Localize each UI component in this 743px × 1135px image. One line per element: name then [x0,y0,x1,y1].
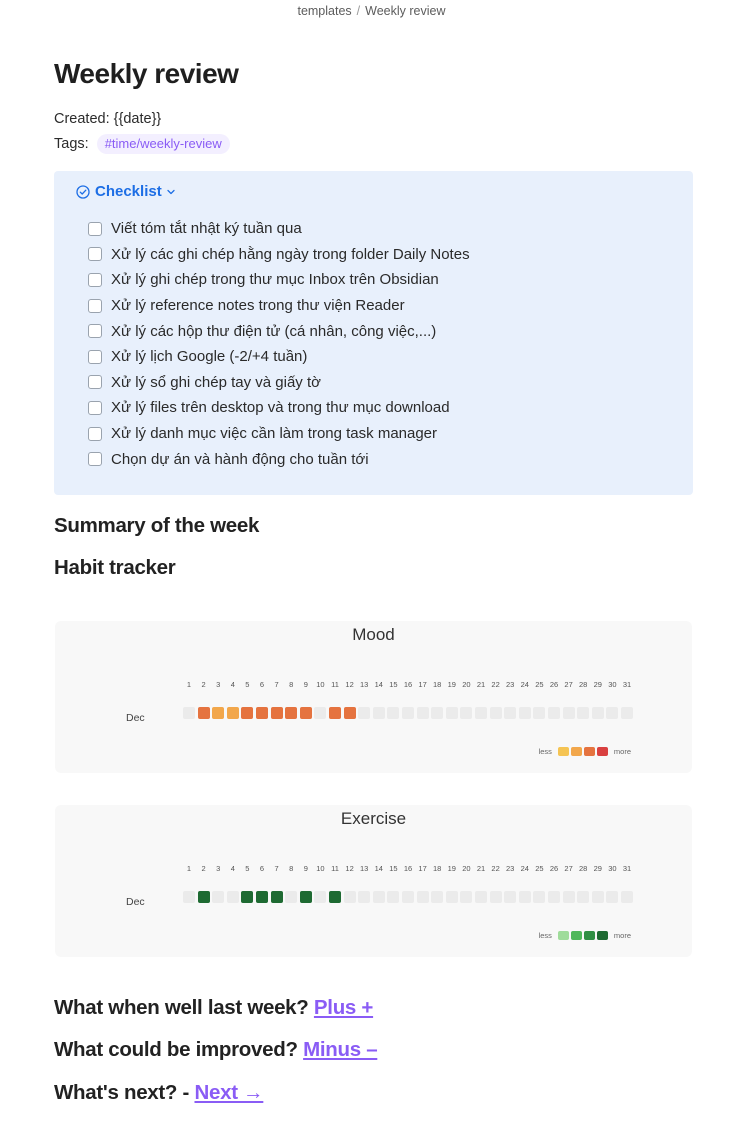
checklist-item [88,242,470,268]
checkbox[interactable] [88,222,102,236]
question-next [54,1081,263,1105]
heatmap-cell[interactable] [314,891,326,903]
heatmap-day-label: 21 [476,864,486,873]
heatmap-legend [539,931,631,940]
heatmap-cell[interactable] [563,891,575,903]
heatmap-cell[interactable] [563,707,575,719]
legend-swatches [558,931,610,940]
heatmap-cell[interactable] [212,707,224,719]
checklist-item [88,446,470,472]
heatmap-day-label: 28 [579,864,588,873]
question-went-well [54,996,373,1020]
heatmap-day-label: 18 [433,864,442,873]
checklist-item-label: Viết tóm tắt nhật ký tuần qua [111,220,302,238]
heatmap-cell[interactable] [417,707,429,719]
heatmap-title: Mood [352,625,395,644]
heatmap-day-label: 21 [476,680,486,689]
checklist-item-label: Chọn dự án và hành động cho tuần tới [111,450,369,468]
heatmap-cell[interactable] [606,707,618,719]
heatmap-day-label: 14 [374,680,383,689]
checklist-item-label: Xử lý danh mục việc cần làm trong task manager [111,425,438,443]
legend-more-label: more [613,931,631,940]
checklist-item [88,318,470,344]
checklist-item [88,421,470,447]
heatmap-cell[interactable] [490,891,502,903]
heatmap-day-label: 18 [433,680,442,689]
heatmap-day-label: 11 [331,680,339,689]
heatmap-cell[interactable] [504,707,516,719]
breadcrumb-separator: / [356,4,361,18]
heatmap-day-label: 13 [360,864,369,873]
breadcrumb [0,4,743,18]
heatmap-day-label: 11 [331,864,339,873]
checkbox[interactable] [88,401,102,415]
legend-swatches [558,747,610,756]
heatmap-cell[interactable] [285,707,297,719]
heatmap-month-label: Dec [126,896,145,908]
heatmap-cell[interactable] [577,891,589,903]
heatmap-day-label: 20 [462,864,471,873]
heatmap-day-label: 26 [549,680,559,689]
heatmap-cell[interactable] [285,891,297,903]
heatmap-day-label: 29 [593,680,602,689]
heatmap-day-label: 10 [316,864,325,873]
heatmap-day-label: 22 [491,680,500,689]
heatmap-day-label: 15 [389,680,398,689]
heatmap-cell[interactable] [271,707,283,719]
created-label: Created: [54,111,110,127]
heatmap-cell[interactable] [431,891,443,903]
checklist-item-label: Xử lý lịch Google (-2/+4 tuần) [111,348,308,366]
heatmap-cell[interactable] [504,891,516,903]
heatmap-cell[interactable] [344,891,356,903]
heatmap-day-label: 4 [230,864,235,873]
legend-swatch [597,931,608,940]
check-circle-icon [76,185,90,199]
heatmap-cell[interactable] [358,891,370,903]
heatmap-cell[interactable] [577,707,589,719]
heatmap-cell[interactable] [402,891,414,903]
heatmap-day-label: 6 [259,680,265,689]
heatmap-cell[interactable] [431,707,443,719]
breadcrumb-current[interactable]: Weekly review [365,4,446,18]
heatmap-day-label: 17 [418,680,427,689]
heatmap-cell[interactable] [198,707,210,719]
heatmap-day-label: 28 [579,680,588,689]
heatmap-cell[interactable] [329,891,341,903]
heatmap-day-label: 5 [245,864,250,873]
heatmap-day-label: 3 [216,864,221,873]
heatmap-cell[interactable] [387,891,399,903]
heatmap-day-label: 20 [462,680,471,689]
heatmap-day-label: 8 [289,680,294,689]
checkbox[interactable] [88,324,102,338]
heatmap-day-label: 2 [201,680,206,689]
heatmap-day-label: 14 [374,864,383,873]
heatmap-cell[interactable] [621,891,633,903]
checkbox[interactable] [88,375,102,389]
heatmap-day-label: 27 [564,864,573,873]
checklist [88,216,470,472]
heatmap-day-label: 7 [274,864,279,873]
heatmap-day-label: 16 [403,864,413,873]
legend-less-label: less [538,931,552,940]
heatmap-cell[interactable] [227,707,239,719]
heatmap-day-label: 22 [491,864,500,873]
heatmap-day-label: 25 [535,680,544,689]
heatmap-day-label: 12 [345,680,354,689]
checklist-item-label: Xử lý ghi chép trong thư mục Inbox trên Obsidian [111,271,439,289]
heatmap-cell[interactable] [490,707,502,719]
heatmap-day-label: 30 [608,864,617,873]
legend-less-label: less [538,747,552,756]
heatmap-day-label: 29 [593,864,602,873]
heading-habit-tracker: Habit tracker [54,556,176,579]
heatmap-cell[interactable] [548,891,560,903]
heatmap-day-label: 9 [303,680,308,689]
heatmap-day-label: 2 [201,864,206,873]
heatmap-day-label: 13 [360,680,369,689]
heatmap-day-label: 23 [506,680,515,689]
question-improve [54,1038,377,1062]
checkbox[interactable] [88,247,102,261]
checklist-item [88,395,470,421]
heatmap-cell[interactable] [533,707,545,719]
heatmap-cell[interactable] [548,707,560,719]
heatmap-day-label: 12 [345,864,354,873]
heatmap-cell[interactable] [241,891,253,903]
link-next[interactable]: Next → [194,1081,264,1104]
checklist-callout [54,171,693,495]
heatmap-mood [55,621,692,773]
heatmap-day-label: 23 [506,864,515,873]
heatmap-cell[interactable] [606,891,618,903]
heatmap-day-label: 3 [216,680,221,689]
heatmap-cell[interactable] [300,891,312,903]
heatmap-cell[interactable] [460,707,472,719]
checklist-item-label: Xử lý files trên desktop và trong thư mục download [111,399,450,417]
heatmap-day-label: 19 [447,864,456,873]
property-created [54,111,161,127]
checkbox[interactable] [88,273,102,287]
checklist-item [88,370,470,396]
link-plus[interactable]: Plus + [313,996,374,1019]
heatmap-day-label: 17 [418,864,427,873]
heatmap-cell[interactable] [460,891,472,903]
heatmap-cell[interactable] [358,707,370,719]
heatmap-cell[interactable] [314,707,326,719]
breadcrumb-folder[interactable]: templates [297,4,352,18]
heatmap-cell[interactable] [592,707,604,719]
heatmap-day-label: 27 [564,680,573,689]
heatmap-month-label: Dec [126,712,145,724]
checklist-item-label: Xử lý các ghi chép hằng ngày trong folder Daily Notes [111,245,470,263]
checklist-item [88,344,470,370]
heatmap-exercise [55,805,692,957]
checklist-item [88,216,470,242]
heatmap-day-label: 26 [549,864,559,873]
heatmap-cell[interactable] [446,707,458,719]
heatmap-day-label: 7 [274,680,279,689]
heatmap-day-label: 1 [186,680,192,689]
heatmap-day-label: 24 [520,680,529,689]
heatmap-title: Exercise [340,809,407,828]
heatmap-cell[interactable] [183,891,195,903]
heatmap-day-label: 6 [259,864,265,873]
checklist-item-label: Xử lý các hộp thư điện tử (cá nhân, công việc,...) [111,322,437,340]
heatmap-cell[interactable] [621,707,633,719]
heatmap-day-label: 1 [186,864,192,873]
tags-label: Tags: [54,136,89,152]
heatmap-day-label: 16 [403,680,413,689]
heatmap-day-label: 24 [520,864,529,873]
heatmap-day-label: 30 [608,680,617,689]
heatmap-cell[interactable] [519,707,531,719]
heatmap-cell[interactable] [227,891,239,903]
chevron-down-icon[interactable] [166,187,176,197]
heatmap-cell[interactable] [212,891,224,903]
heatmap-cell[interactable] [241,707,253,719]
legend-swatch [584,931,595,940]
tag-pill[interactable]: #time/weekly-review [97,134,230,154]
heatmap-day-label: 15 [389,864,398,873]
checklist-item-label: Xử lý reference notes trong thư viện Reader [111,297,405,315]
heatmap-day-label: 25 [535,864,544,873]
heatmap-cell[interactable] [256,707,268,719]
heatmap-day-label: 5 [245,680,250,689]
heatmap-cell[interactable] [533,891,545,903]
heatmap-cell[interactable] [387,707,399,719]
checkbox[interactable] [88,350,102,364]
heatmap-cell[interactable] [256,891,268,903]
heatmap-cell[interactable] [592,891,604,903]
heatmap-day-label: 8 [289,864,294,873]
legend-swatch [571,747,582,756]
legend-swatch [571,931,582,940]
heatmap-cell[interactable] [344,707,356,719]
checklist-item-label: Xử lý sổ ghi chép tay và giấy tờ [111,373,321,391]
heatmap-day-label: 4 [230,680,235,689]
legend-more-label: more [613,747,631,756]
question-text: What could be improved? [54,1038,298,1061]
legend-swatch [584,747,595,756]
heading-summary: Summary of the week [54,514,260,537]
legend-swatch [558,931,569,940]
heatmap-day-label: 31 [622,864,632,873]
heatmap-cell[interactable] [271,891,283,903]
heatmap-cell[interactable] [475,707,487,719]
heatmap-day-label: 31 [622,680,632,689]
callout-title[interactable] [76,183,176,200]
heatmap-cell[interactable] [329,707,341,719]
page-title[interactable]: Weekly review [54,58,239,89]
heatmap-cell[interactable] [373,891,385,903]
heatmap-cell[interactable] [300,707,312,719]
heatmap-cell[interactable] [446,891,458,903]
checkbox[interactable] [88,452,102,466]
heatmap-cell[interactable] [373,707,385,719]
checkbox[interactable] [88,427,102,441]
question-text: What when well last week? [54,996,309,1019]
legend-swatch [597,747,608,756]
link-minus[interactable]: Minus – [303,1038,378,1061]
checkbox[interactable] [88,299,102,313]
legend-swatch [558,747,569,756]
heatmap-cell[interactable] [183,707,195,719]
heatmap-cell[interactable] [519,891,531,903]
heatmap-day-label: 19 [447,680,456,689]
heatmap-cell[interactable] [198,891,210,903]
callout-title-label: Checklist [95,183,162,200]
heatmap-legend [539,747,631,756]
property-tags [54,134,230,154]
checklist-item [88,267,470,293]
heatmap-cell[interactable] [402,707,414,719]
checklist-item [88,293,470,319]
heatmap-day-label: 10 [316,680,325,689]
heatmap-cell[interactable] [417,891,429,903]
heatmap-day-label: 9 [303,864,308,873]
heatmap-cell[interactable] [475,891,487,903]
created-value[interactable]: {{date}} [113,111,162,127]
question-text: What's next? - [54,1081,190,1104]
